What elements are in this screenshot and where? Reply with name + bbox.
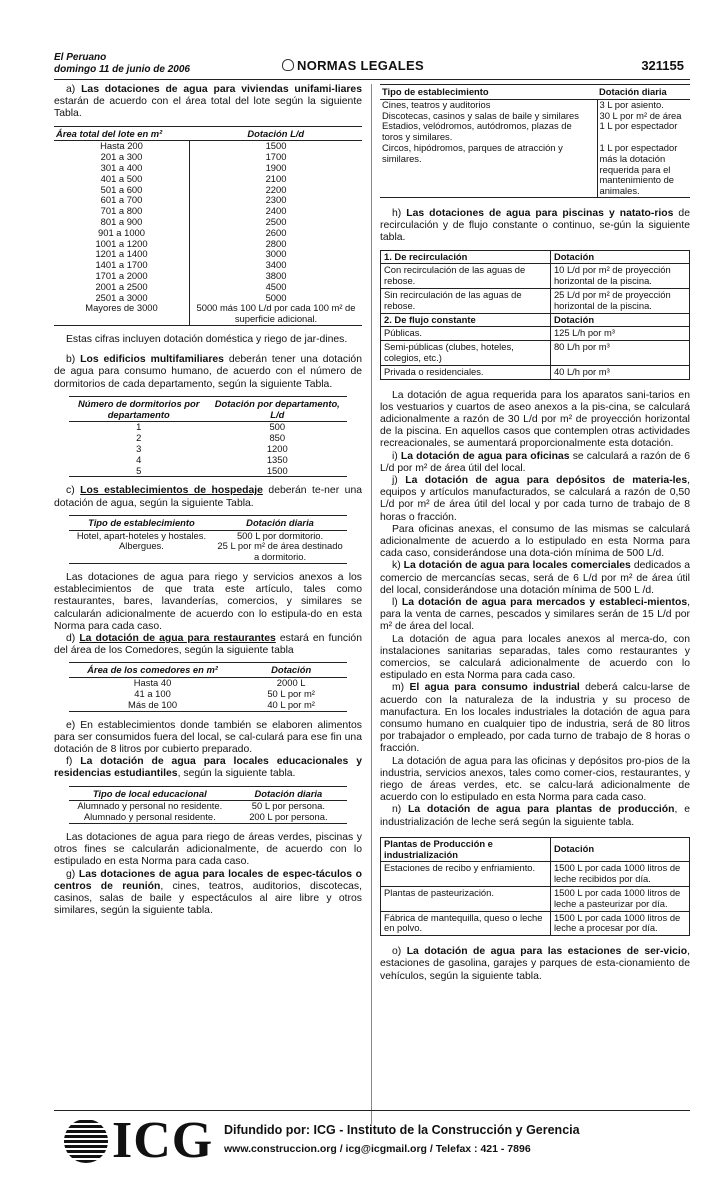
paragraph-h: h) Las dotaciones de agua para piscinas y natato-rios de recirculación y de flujo constante o continuo, se-gún la siguiente tabla. xyxy=(380,207,690,244)
table-row xyxy=(54,303,362,325)
paragraph-o: o) La dotación de agua para las estaciones de ser-vicio, estaciones de gasolina, garajes y parques de esta-cionamiento de vehículos, según la siguiente tabla. xyxy=(380,946,690,982)
table-cell: 2600 xyxy=(190,228,362,239)
table-cell: Circos, hipódromos, parques de atracción y similares. xyxy=(382,141,563,164)
table-cell: 1001 a 1200 xyxy=(95,237,148,249)
table-cell: 5 xyxy=(136,464,142,476)
table-cell: 901 a 1000 xyxy=(98,226,145,238)
icg-logo xyxy=(64,1112,214,1169)
table-cell: 500 L por dormitorio. xyxy=(236,529,324,541)
table-row xyxy=(381,862,690,887)
section-title xyxy=(282,58,424,73)
table-cell: 1701 a 2000 xyxy=(95,269,148,281)
table-cell: Mayores de 3000 xyxy=(85,302,158,314)
table-row xyxy=(381,327,690,341)
table-cell: 25 L/d por m² de proyección horizontal de la piscina. xyxy=(550,288,689,313)
table-cell: Privada o residenciales. xyxy=(381,365,551,379)
paragraph-b: b) Los edificios multifamiliares deberán tener una dotación de agua para consumo humano, de acuerdo con el número de dormitorios de cada departamento, según la siguiente Tabla. xyxy=(54,354,362,390)
table-cell: 3 L por asiento. xyxy=(597,99,690,110)
table-educacionales xyxy=(69,786,346,824)
table-cell: 41 a 100 xyxy=(134,687,171,699)
paragraph-l: l) La dotación de agua para mercados y estableci-mientos, para la venta de carnes, pescados y similares serán de 15 L/d por m² de área del local. xyxy=(380,597,690,633)
table-cell: 2001 a 2500 xyxy=(95,280,148,292)
table-cell: 1700 xyxy=(190,152,362,163)
table-cell: 25 L por m² de área destinado a dormitorio. xyxy=(217,540,343,563)
table-row xyxy=(69,433,346,444)
table-row xyxy=(380,121,690,143)
table-cell: 3800 xyxy=(190,271,362,282)
table-row xyxy=(69,422,346,433)
paragraph-sanitarios: La dotación de agua requerida para los aparatos sani-tarios en los vestuarios y cuartos de aseo anexos a la pis-cina, se calculará adicionalmente a razón de 30 L/d por m² de proyección horizontal de la piscina. En aquellos casos que contemplen otras actividades recreacionales, se aumentará proporcionalmente esta dotación. xyxy=(380,389,690,450)
page-number: 321155 xyxy=(641,58,684,73)
table-row xyxy=(69,444,346,455)
table-cell: Sin recirculación de las aguas de rebose. xyxy=(381,288,551,313)
table-header: Dotación xyxy=(550,313,689,327)
table-cell: 5000 xyxy=(190,293,362,304)
paragraph-anexas: Para oficinas anexas, el consumo de las mismas se calculará adicionalmente de acuerdo a lo estipulado en esta Norma para cada caso, considerándose una dota-ción mínima de 500 L/d. xyxy=(380,523,690,560)
table-row xyxy=(54,282,362,293)
table-cell: 850 xyxy=(269,432,286,444)
table-cell: 2100 xyxy=(190,174,362,185)
table-cell: 2 xyxy=(136,432,142,444)
table-header: Dotación xyxy=(550,250,689,264)
table-header: Área de los comedores en m² xyxy=(69,663,235,678)
table-cell: 1 L por espectador xyxy=(597,121,690,143)
table-cell: 3000 xyxy=(190,249,362,260)
paragraph-riego: Las dotaciones de agua para riego y servicios anexos a los establecimientos de que trata este artículo, tales como restaurantes, bares, lavanderías, comercios, y similares se calcularán adicionalmente de acuerdo con lo estipula-do en esta Norma para cada caso. xyxy=(54,571,362,632)
page-footer xyxy=(54,1110,690,1170)
table-cell: 30 L por m² de área xyxy=(597,111,690,122)
section-label: NORMAS LEGALES xyxy=(297,58,424,73)
column-divider xyxy=(371,84,372,1124)
table-header: Tipo de local educacional xyxy=(69,786,230,801)
paragraph-d: d) La dotación de agua para restaurantes estará en función del área de los Comedores, según la siguiente tabla xyxy=(54,632,362,657)
table-cell: Fábrica de mantequilla, queso o leche en polvo. xyxy=(381,911,551,936)
table-cell: 2501 a 3000 xyxy=(95,291,148,303)
table-cell: Albergues. xyxy=(119,540,164,552)
table-multifamiliares xyxy=(69,396,346,478)
table-header: Dotación por departamento, L/d xyxy=(208,396,347,422)
table-cell: 601 a 700 xyxy=(100,194,143,206)
table-cell: 50 L por persona. xyxy=(251,800,325,812)
paragraph-e: e) En establecimientos donde también se elaboren alimentos para ser consumidos fuera del local, se cal-culará para ese fin una dotación de 8 litros por cubierto preparado. xyxy=(54,719,362,755)
table-cell: Alumnado y personal residente. xyxy=(83,811,216,823)
table-cell: Más de 100 xyxy=(128,698,178,710)
table-header: Área total del lote en m² xyxy=(54,126,190,141)
table-cell: 2200 xyxy=(190,185,362,196)
table-cell: 2800 xyxy=(190,239,362,250)
table-cell: 1200 xyxy=(266,442,288,454)
footer-contact: www.construccion.org / icg@icgmail.org / Telefax : 421 - 7896 xyxy=(224,1143,531,1155)
table-row xyxy=(54,174,362,185)
paragraph-a: a) Las dotaciones de agua para viviendas unifami-liares estarán de acuerdo con el área total del lote según la siguiente Tabla. xyxy=(54,84,362,120)
table-cell: 40 L por m² xyxy=(267,698,315,710)
table-viviendas xyxy=(54,126,362,326)
table-cell: 3400 xyxy=(190,260,362,271)
publication-date: domingo 11 de junio de 2006 xyxy=(54,64,190,75)
table-cell: 1401 a 1700 xyxy=(95,259,148,271)
table-cell: 2300 xyxy=(190,195,362,206)
table-cell: Hasta 200 xyxy=(100,140,143,152)
paragraph-estas: Estas cifras incluyen dotación doméstica y riego de jar-dines. xyxy=(66,333,348,345)
table-header: Tipo de establecimiento xyxy=(380,85,597,100)
table-row xyxy=(69,700,346,711)
paragraph-mercado: La dotación de agua para locales anexos al merca-do, con instalaciones sanitarias separadas, tales como restaurantes y comercios, se calculará adicionalmente de acuerdo con lo estipulado en esta Norma para cada caso. xyxy=(380,633,690,682)
table-row xyxy=(69,812,346,823)
table-cell: 200 L por persona. xyxy=(249,811,328,823)
paragraph-f: f) La dotación de agua para locales educacionales y residencias estudiantiles, según la siguiente tabla. xyxy=(54,756,362,780)
table-leche xyxy=(380,837,690,936)
paragraph-k: k) La dotación de agua para locales comerciales dedicados a comercio de mercancías secas, será de 6 L/d por m² de área útil del local, considerándose una dotación mínima de 500 L /d. xyxy=(380,560,690,596)
table-cell: 1201 a 1400 xyxy=(95,248,148,260)
table-row xyxy=(380,99,690,110)
table-hospedaje xyxy=(69,515,346,564)
table-cell: Públicas. xyxy=(381,327,551,341)
table-cell: Cines, teatros y auditorios xyxy=(382,98,491,110)
table-cell: 2000 L xyxy=(276,677,306,689)
table-cell: Estaciones de recibo y enfriamiento. xyxy=(381,862,551,887)
table-header: Plantas de Producción e industrialización xyxy=(381,837,551,862)
table-cell: 5000 más 100 L/d por cada 100 m² de superficie adicional. xyxy=(190,303,362,325)
table-header: Dotación diaria xyxy=(597,85,690,100)
table-cell: 4 xyxy=(136,453,142,465)
table-cell: 500 xyxy=(269,421,286,433)
paragraph-n: n) La dotación de agua para plantas de producción, e industrialización de leche será según la siguiente tabla. xyxy=(380,804,690,828)
table-cell: Discotecas, casinos y salas de baile y similares xyxy=(382,109,579,121)
table-row xyxy=(69,466,346,477)
table-cell: 801 a 900 xyxy=(100,215,143,227)
table-header: 1. De recirculación xyxy=(381,250,551,264)
table-cell: 201 a 300 xyxy=(100,151,143,163)
table-row xyxy=(69,541,346,563)
paragraph-g: g) Las dotaciones de agua para locales de espec-táculos o centros de reunión, cines, teatros, auditorios, discotecas, casinos, salas de baile y espectáculos al aire libre y otros similares, según la siguiente tabla. xyxy=(54,868,363,917)
table-cell: 125 L/h por m³ xyxy=(550,327,689,341)
table-row xyxy=(380,143,690,197)
table-cell: Estadios, velódromos, autódromos, plazas de toros y similares. xyxy=(382,120,572,143)
table-cell: 501 a 600 xyxy=(100,183,143,195)
page-header xyxy=(54,50,690,80)
table-row xyxy=(381,365,690,379)
table-cell: Hasta 40 xyxy=(133,677,172,689)
table-cell: 40 L/h por m³ xyxy=(550,365,689,379)
table-row xyxy=(381,887,690,912)
table-cell: Alumnado y personal no residente. xyxy=(77,800,223,812)
table-header: Dotación xyxy=(550,837,689,862)
table-header: Dotación diaria xyxy=(230,786,346,801)
table-cell: 1900 xyxy=(190,163,362,174)
paragraph-c: c) Los establecimientos de hospedaje deberán te-ner una dotación de agua, según la siguiente Tabla. xyxy=(54,485,362,509)
table-cell: 401 a 500 xyxy=(100,172,143,184)
table-cell: 1500 L por cada 1000 litros de leche a procesar por día. xyxy=(550,911,689,936)
table-cell: 1350 xyxy=(266,453,288,465)
table-cell: Semi-públicas (clubes, hoteles, colegios, etc.) xyxy=(381,341,551,366)
table-cell: Plantas de pasteurización. xyxy=(381,887,551,912)
table-cell: 1 xyxy=(136,421,142,433)
table-header: Dotación xyxy=(236,663,347,678)
footer-title: Difundido por: ICG - Instituto de la Construcción y Gerencia xyxy=(224,1123,580,1137)
left-column xyxy=(54,84,362,917)
table-cell: 50 L por m² xyxy=(267,687,315,699)
publication-info xyxy=(54,52,190,76)
globe-icon xyxy=(64,1119,108,1163)
table-cell: 10 L/d por m² de proyección horizontal de la piscina. xyxy=(550,264,689,289)
right-column xyxy=(380,84,690,983)
table-row xyxy=(69,455,346,466)
table-header: Número de dormitorios por departamento xyxy=(69,396,208,422)
table-row xyxy=(381,911,690,936)
paragraph-m: m) El agua para consumo industrial deberá calcu-larse de acuerdo con la naturaleza de la industria y su proceso de manufactura. En los locales industriales la dotación de agua para consumo humano en cualquier tipo de industria, será de 80 litros por trabajador o empleado, por cada turno de trabajo de 8 horas o fracción. xyxy=(380,682,690,755)
crest-icon xyxy=(282,59,294,71)
table-cell: 701 a 800 xyxy=(100,205,143,217)
table-cell: 4500 xyxy=(190,282,362,293)
table-header: 2. De flujo constante xyxy=(381,313,551,327)
table-row xyxy=(54,228,362,239)
paragraph-riego2: Las dotaciones de agua para riego de áreas verdes, piscinas y otros fines se calcularán adicionalmente, de acuerdo con lo estipulado en esta Norma para cada caso. xyxy=(54,831,362,868)
table-espectaculos xyxy=(380,84,690,198)
publication-name: El Peruano xyxy=(54,52,107,63)
paragraph-j: j) La dotación de agua para depósitos de materia-les, equipos y artículos manufacturados, se calculará a razón de 0,50 L/d por m² de área útil del local y por cada turno de trabajo de 8 horas o fracción. xyxy=(380,474,690,523)
table-cell: 2400 xyxy=(190,206,362,217)
table-cell: Con recirculación de las aguas de rebose. xyxy=(381,264,551,289)
table-cell: 301 a 400 xyxy=(100,162,143,173)
table-cell: 1500 xyxy=(190,141,362,152)
table-header: Dotación L/d xyxy=(190,126,362,141)
table-cell: 1 L por espectador más la dotación requerida para el mantenimiento de animales. xyxy=(597,143,690,197)
table-cell: 2500 xyxy=(190,217,362,228)
table-row xyxy=(381,288,690,313)
table-piscinas xyxy=(380,250,690,380)
table-cell: 1500 xyxy=(266,464,288,476)
table-row xyxy=(381,264,690,289)
table-cell: 3 xyxy=(136,442,142,454)
paragraph-i: i) La dotación de agua para oficinas se calculará a razón de 6 L/d por m² de área útil del local. xyxy=(380,450,690,474)
logo-text: ICG xyxy=(112,1112,214,1169)
table-row xyxy=(381,341,690,366)
table-cell: 1500 L por cada 1000 litros de leche a pasteurizar por día. xyxy=(550,887,689,912)
table-header: Tipo de establecimiento xyxy=(69,515,213,530)
table-cell: 1500 L por cada 1000 litros de leche recibidos por día. xyxy=(550,862,689,887)
table-cell: Hotel, apart-hoteles y hostales. xyxy=(76,529,207,541)
paragraph-oficinas: La dotación de agua para las oficinas y depósitos pro-pios de la industria, servicios anexos, tales como comer-cios, restaurantes, y riego de áreas verdes, etc. se calcu-lará adicionalmente de acuerdo con lo estipulado en esta Norma para cada caso. xyxy=(380,755,690,804)
table-header: Dotación diaria xyxy=(214,515,347,530)
table-restaurantes xyxy=(69,662,346,711)
table-cell: 80 L/h por m³ xyxy=(550,341,689,366)
